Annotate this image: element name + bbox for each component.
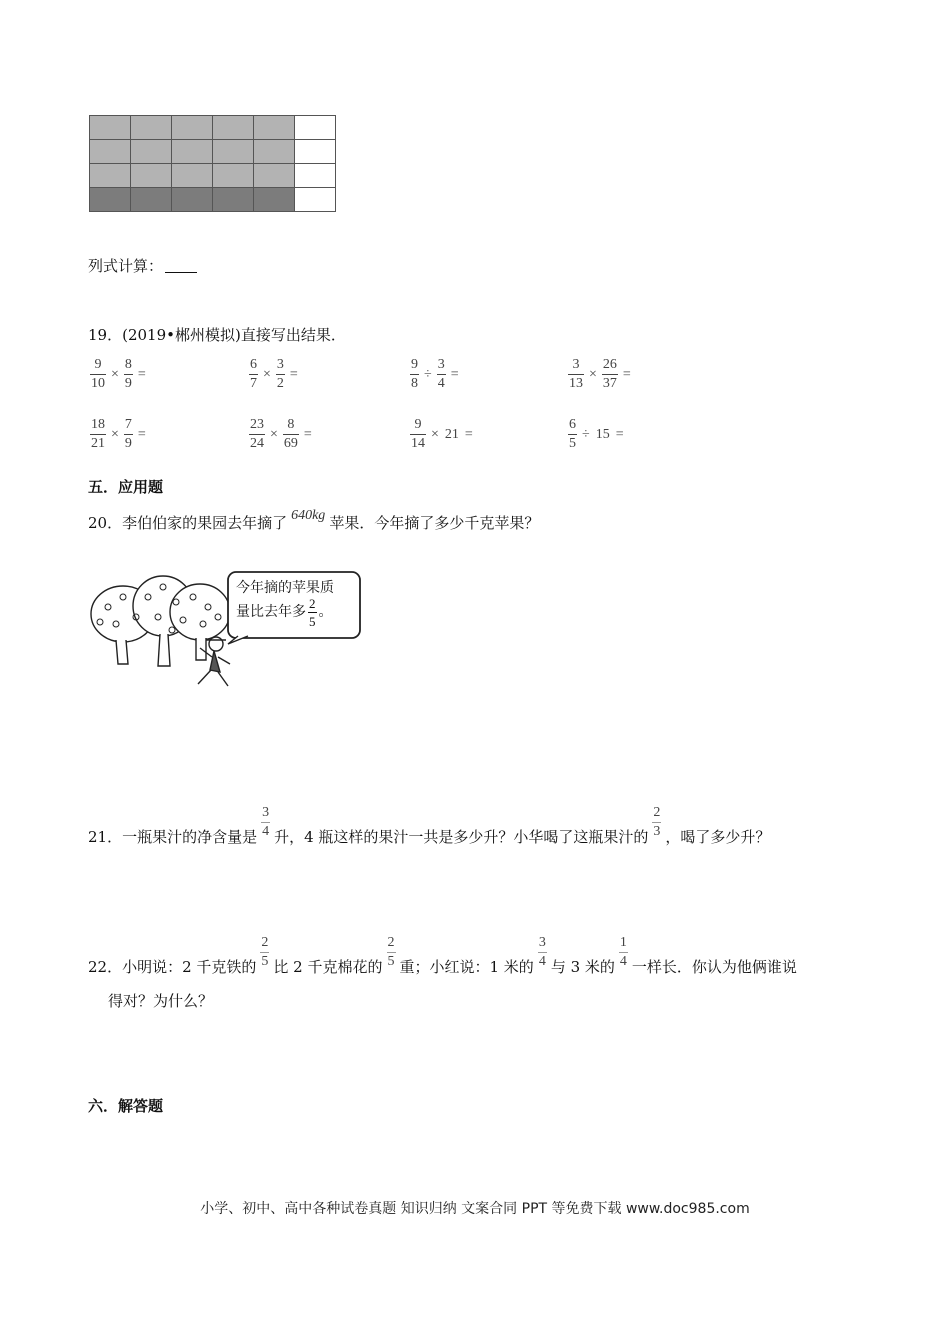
equals-sign: = [303,426,312,442]
speech-bubble-text [236,580,334,628]
q22-fraction-2: $\frac{2}{5}$ [387,935,395,969]
q21-fraction-2: $\frac{2}{3}$ [653,805,661,839]
grid-cell [90,140,131,164]
q22-part-3: 重；小红说：1 米的 [399,958,534,976]
calc-problem [247,358,301,391]
grid-cell [90,116,131,140]
grid-cell [213,188,254,212]
grid-cell [254,188,295,212]
operator: × [270,426,278,442]
q18-answer-label: 列式计算： [88,257,164,275]
grid-cell [295,116,336,140]
grid-cell [172,188,213,212]
calc-problem [88,358,149,391]
q22-part-5: 一样长．你认为他俩谁说 [631,958,797,976]
grid-cell [131,164,172,188]
grid-row [90,188,336,212]
grid-cell [295,164,336,188]
fraction: $\frac{26}{37}$ [602,357,617,391]
operator: × [589,366,597,382]
fraction: $\frac{7}{9}$ [124,417,132,451]
q19-title: 19．(2019•郴州模拟)直接写出结果． [88,326,346,344]
bubble-end: 。 [318,603,333,620]
bubble-line-2: 量比去年多 [236,603,306,620]
grid-row [90,140,336,164]
q22-part-4: 与 3 米的 [550,958,615,976]
q20-text [88,507,540,533]
q22-line-2: 得对？为什么？ [108,992,214,1010]
grid-cell [295,140,336,164]
bubble-line-1: 今年摘的苹果质 [236,580,334,596]
operator: ÷ [424,366,432,382]
operator: × [431,426,439,442]
calc-problem [247,418,315,451]
calc-problem [566,358,634,391]
grid-cell [254,116,295,140]
page-footer[interactable]: 小学、初中、高中各种试卷真题 知识归纳 文案合同 PPT 等免费下载 www.doc985.com [200,1201,750,1217]
grid-cell [172,116,213,140]
operator: × [111,426,119,442]
q20-text-after: 苹果．今年摘了多少千克苹果？ [329,514,540,532]
integer-operand: 15 [595,426,610,442]
fraction: $\frac{3}{2}$ [276,357,284,391]
grid-row [90,116,336,140]
equals-sign: = [450,366,459,382]
grid-cell [254,140,295,164]
grid-cell [295,188,336,212]
fraction: $\frac{3}{4}$ [437,357,445,391]
fraction: $\frac{18}{21}$ [91,417,105,451]
q21-part-1: 21．一瓶果汁的净含量是 [88,828,258,846]
q21-part-2: 升，4 瓶这样的果汁一共是多少升？小华喝了这瓶果汁的 [274,828,649,846]
grid-row [90,164,336,188]
section-6-heading: 六．解答题 [88,1097,164,1115]
apple-tree-icon [91,576,230,666]
operator: ÷ [582,426,590,442]
q20-amount: 640kg [291,507,326,523]
q18-answer-line [88,255,197,276]
q18-answer-blank[interactable] [165,258,197,273]
fraction: $\frac{23}{24}$ [250,417,264,451]
fraction: $\frac{9}{10}$ [91,357,105,391]
q21-text [88,805,771,853]
calc-problem [566,418,627,451]
fraction: $\frac{6}{5}$ [569,417,576,451]
equals-sign: = [615,426,624,442]
grid-cell [213,140,254,164]
equals-sign: = [622,366,631,382]
q21-part-3: ，喝了多少升？ [665,828,771,846]
grid-cell [172,140,213,164]
grid-cell [131,140,172,164]
equals-sign: = [137,366,146,382]
q22-part-2: 比 2 千克棉花的 [273,958,383,976]
operator: × [263,366,271,382]
fraction: $\frac{9}{8}$ [411,357,418,391]
fraction: $\frac{9}{14}$ [411,417,425,451]
q22-fraction-1: $\frac{2}{5}$ [261,935,269,969]
q20-text-before: 20．李伯伯家的果园去年摘了 [88,514,288,532]
equals-sign: = [464,426,473,442]
grid-cell [90,164,131,188]
bubble-fraction: $\frac{2}{5}$ [309,595,316,629]
equals-sign: = [289,366,298,382]
fraction: $\frac{6}{7}$ [250,357,257,391]
section-5-heading: 五．应用题 [88,478,164,496]
equals-sign: = [137,426,146,442]
operator: × [111,366,119,382]
grid-cell [172,164,213,188]
integer-operand: 21 [444,426,459,442]
grid-cell [213,164,254,188]
calc-problem [408,358,462,391]
grid-cell [90,188,131,212]
fraction: $\frac{8}{69}$ [283,417,298,451]
calc-problem [88,418,149,451]
calc-problem [408,418,476,451]
fraction: $\frac{8}{9}$ [124,357,132,391]
grid-cell [254,164,295,188]
grid-cell [213,116,254,140]
q22-fraction-3: $\frac{3}{4}$ [538,935,546,969]
grid-cell [131,188,172,212]
q21-fraction-1: $\frac{3}{4}$ [262,805,270,839]
q22-part-1: 22．小明说：2 千克铁的 [88,958,257,976]
fraction-grid-figure [89,115,336,212]
fraction: $\frac{3}{13}$ [569,357,583,391]
q22-text [88,935,797,983]
q22-fraction-4: $\frac{1}{4}$ [619,935,627,969]
grid-cell [131,116,172,140]
